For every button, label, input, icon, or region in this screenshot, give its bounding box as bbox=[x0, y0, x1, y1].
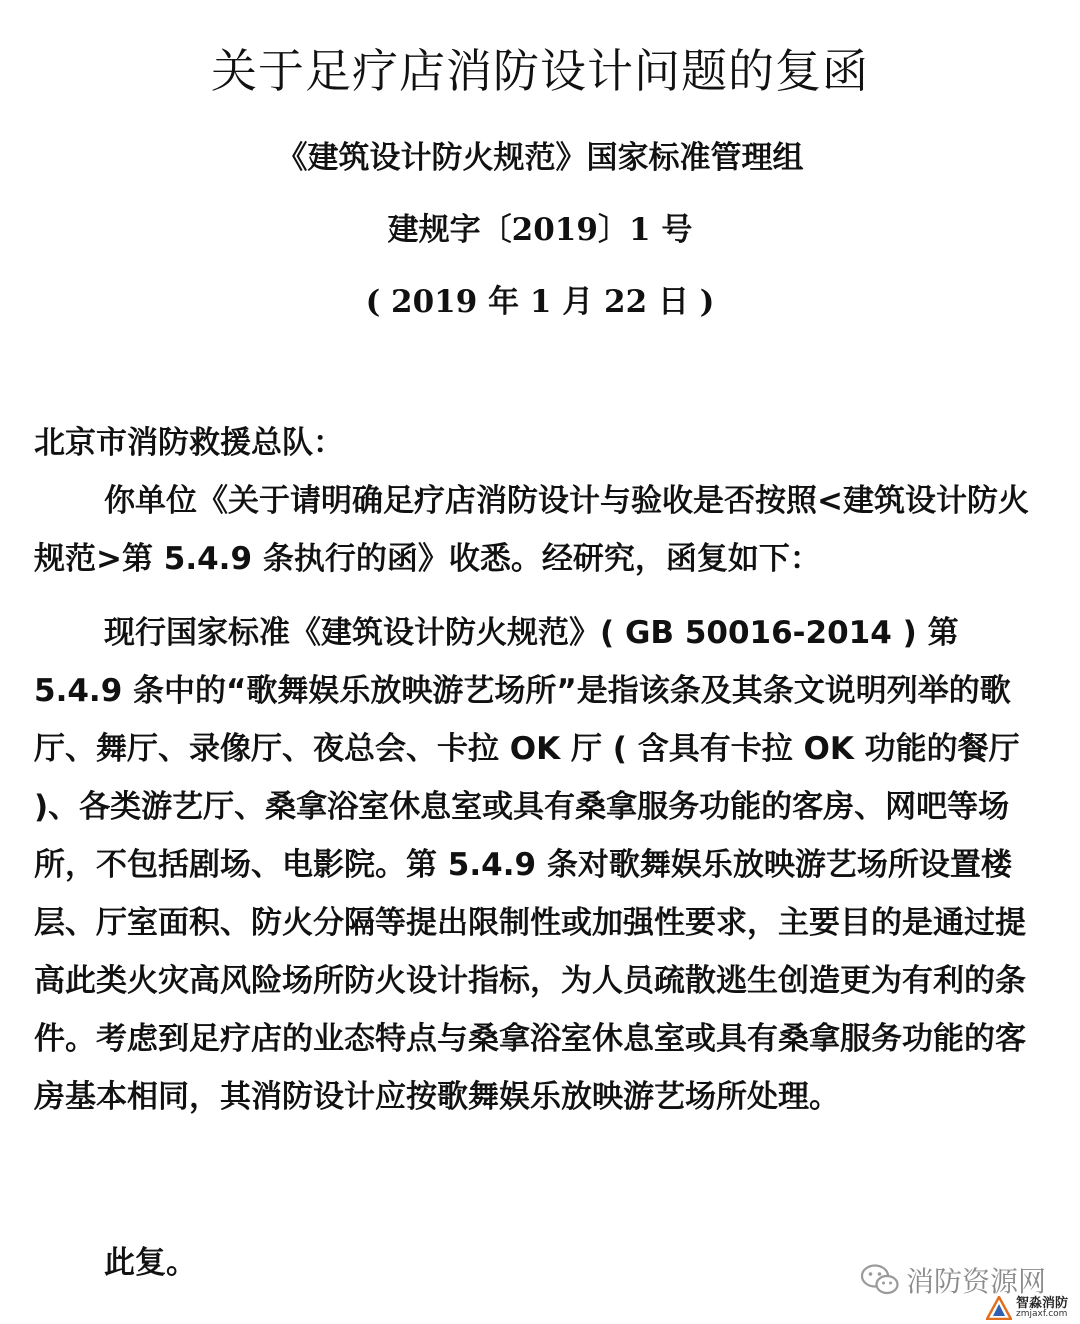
wechat-icon bbox=[860, 1263, 900, 1297]
paragraph-1: 你单位《关于请明确足疗店消防设计与验收是否按照<建筑设计防火规范>第 5.4.9 条执行的函》收悉。经研究，函复如下： bbox=[34, 483, 1029, 577]
logo-url: zmjaxf.com bbox=[1015, 1309, 1068, 1319]
document-number: 建规字〔2019〕1 号 bbox=[387, 212, 693, 248]
document-date: ( 2019 年 1 月 22 日 ) bbox=[365, 284, 715, 320]
closing: 此复。 bbox=[104, 1245, 197, 1281]
site-logo bbox=[986, 1296, 1068, 1320]
logo-name: 智淼消防 bbox=[1015, 1296, 1068, 1311]
watermark bbox=[860, 1260, 1046, 1300]
paragraph-2: 现行国家标准《建筑设计防火规范》( GB 50016-2014 ) 第 5.4.9 条中的“歌舞娱乐放映游艺场所”是指该条及其条文说明列举的歌厅、舞厅、录像厅、夜总会、卡拉 OK 厅 ( 含具有卡拉 OK 功能的餐厅 )、各类游艺厅、桑拿浴室休息室或具有桑拿服务功能的客房、网吧等场所，不包括剧场、电影院。第 5.4.9 条对歌舞娱乐放映游艺场所设置楼层、厅室面积、防火分隔等提出限制性或加强性要求，主要目的是通过提高此类火灾高风险场所防火设计指标，为人员疏散逃生创造更为有利的条件。考虑到足疗店的业态特点与桑拿浴室休息室或具有桑拿服务功能的客房基本相同，其消防设计应按歌舞娱乐放映游艺场所处理。 bbox=[34, 615, 1026, 1115]
watermark-text: 消防资源网 bbox=[905, 1265, 1046, 1298]
recipient: 北京市消防救援总队： bbox=[34, 425, 344, 461]
issuer: 《建筑设计防火规范》国家标准管理组 bbox=[276, 140, 804, 176]
document-title: 关于足疗店消防设计问题的复函 bbox=[211, 44, 869, 98]
zhimiao-logo-icon bbox=[986, 1296, 1012, 1320]
